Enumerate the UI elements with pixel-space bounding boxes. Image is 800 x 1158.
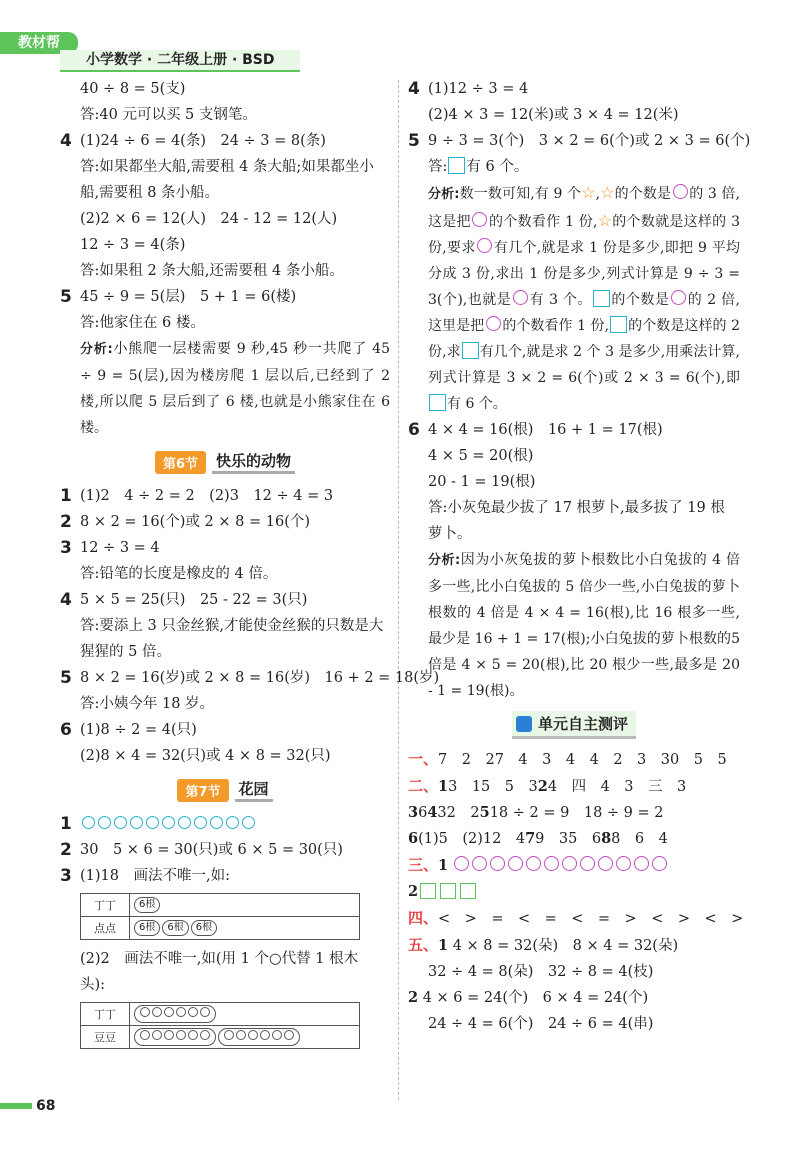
circle-icon — [671, 290, 686, 305]
section-tag: 第6节 — [155, 451, 206, 474]
answer-line: 答:如果都坐大船,需要租 4 条大船;如果都坐小 — [80, 159, 374, 175]
answer-line: 4 × 5 = 20(根) — [428, 448, 534, 464]
row-label: 丁丁 — [81, 1003, 130, 1026]
answer-line: (2)2 画法不唯一,如(用 1 个○代替 1 根木 — [80, 951, 359, 967]
answer-line: 答:小姨今年 18 岁。 — [80, 696, 215, 712]
square-icon — [462, 342, 479, 359]
part-5-q2: 2 4 × 6 = 24(个) 6 × 4 = 24(个) — [408, 989, 649, 1006]
circle-row — [80, 816, 256, 832]
answer-line: 24 ÷ 4 = 6(个) 24 ÷ 6 = 4(串) — [428, 1016, 654, 1032]
answer-line: 40 ÷ 8 = 5(支) — [80, 81, 186, 97]
page-number: 68 — [0, 1098, 55, 1114]
section-6-heading — [60, 445, 390, 479]
part-1: 一、7 2 27 4 3 4 4 2 3 30 5 5 — [408, 750, 727, 768]
question-3: 3 (1)18 画法不唯一,如: — [60, 866, 230, 886]
answer-line: 答: 有 6 个。 — [428, 159, 529, 175]
oval: 6根 — [134, 897, 160, 913]
question-5: 5 9 ÷ 3 = 3(个) 3 × 2 = 6(个)或 2 × 3 = 6(个) — [408, 131, 751, 151]
question-4: 4 5 × 5 = 25(只) 25 - 22 = 3(只) — [60, 590, 308, 610]
answer-line: 头): — [80, 977, 106, 993]
header-underline — [60, 70, 300, 72]
question-6: 6 (1)8 ÷ 2 = 4(只) — [60, 720, 197, 740]
question-2: 2 30 5 × 6 = 30(只)或 6 × 5 = 30(只) — [60, 840, 343, 860]
circle-icon — [477, 238, 492, 253]
circle-icon — [673, 184, 688, 199]
circle-icon — [472, 212, 487, 227]
question-5: 5 45 ÷ 9 = 5(层) 5 + 1 = 6(楼) — [60, 284, 390, 310]
analysis-paragraph: 分析:因为小灰兔拔的萝卜根数比小白兔拔的 4 倍多一些,比小白兔拔的 5 倍少一些,小白兔拔的萝卜根数的 4 倍是 4 × 4 = 16(根),比 16 根多一些,最少是 16 + 1 = 17(根);小白兔拔的萝卜根数的5 倍是 4 × 5 = 20(根),比 20 根少一些,最多是 20 - 1 = 19(根)。 — [428, 552, 740, 699]
answer-line: 答:40 元可以买 5 支钢笔。 — [80, 107, 257, 123]
answer-line: (2)2 × 6 = 12(人) 24 - 12 = 12(人) — [80, 211, 338, 227]
circle-icon — [486, 316, 501, 331]
question-3: 3 12 ÷ 3 = 4 — [60, 538, 160, 558]
section-title: 花园 — [235, 778, 273, 802]
question-1: 1 — [60, 811, 390, 837]
star-icon: ☆ — [581, 183, 596, 202]
answer-line: 20 - 1 = 19(根) — [428, 474, 536, 490]
question-number: 4 — [60, 131, 72, 151]
question-1: 1 (1)2 4 ÷ 2 = 2 (2)3 12 ÷ 4 = 3 — [60, 486, 334, 506]
question-6: 6 4 × 4 = 16(根) 16 + 1 = 17(根) — [408, 420, 663, 440]
answer-line: 答:他家住在 6 楼。 — [80, 315, 205, 331]
question-2: 2 8 × 2 = 16(个)或 2 × 8 = 16(个) — [60, 512, 311, 532]
part-3: 三、1 — [408, 852, 740, 879]
section-title: 快乐的动物 — [212, 450, 295, 474]
question-5: 5 8 × 2 = 16(岁)或 2 × 8 = 16(岁) 16 + 2 = 18(岁) — [60, 668, 440, 688]
answer-line: 萝卜。 — [428, 526, 472, 542]
answer-line: 12 ÷ 3 = 4(条) — [80, 237, 186, 253]
drawing-table-2 — [80, 1002, 360, 1049]
part-2-line: 36432 2518 ÷ 2 = 9 18 ÷ 9 = 2 — [408, 804, 664, 821]
square-icon — [448, 157, 465, 174]
part-5: 五、1 4 × 8 = 32(朵) 8 × 4 = 32(朵) — [408, 936, 679, 954]
part-3-q2: 2 — [408, 879, 740, 905]
answer-line: 32 ÷ 4 = 8(朵) 32 ÷ 8 = 4(枝) — [428, 964, 654, 980]
analysis-paragraph: 分析:数一数可知,有 9 个☆,☆的个数是 的 3 倍,这是把 的个数看作 1 份,☆的个数就是这样的 3 份,要求 有几个,就是求 1 份是多少,即把 9 平均分成 3 份,求出 1 份是多少,列式计算是 9 ÷ 3 = 3(个),也就是 有 3 个。 的个数是 的 2 倍,这里是把 的个数看作 1 份, 的个数是这样的 2 份,求 有几个,就是求 2 个 3 是多少,用乘法计算,列式计算是 3 × 2 = 6(个)或 2 × 3 = 6(个),即有 6 个。 — [428, 183, 741, 412]
circle-row — [453, 858, 669, 874]
answer-line: 答:如果租 2 条大船,还需要租 4 条小船。 — [80, 263, 344, 279]
answer-line: 猩猩的 5 倍。 — [80, 644, 171, 660]
column-divider — [398, 80, 399, 1100]
circle-icon — [513, 290, 528, 305]
page-header-title: 小学数学 · 二年级上册 · BSD — [60, 50, 300, 70]
book-tag: 教材帮 — [0, 32, 78, 54]
part-2-line: 6(1)5 (2)12 479 35 688 6 4 — [408, 830, 668, 847]
square-icon — [429, 394, 446, 411]
answer-line: 答:小灰兔最少拔了 17 根萝卜,最多拔了 19 根 — [428, 500, 725, 516]
answer-line: 船,需要租 8 条小船。 — [80, 185, 220, 201]
right-column — [408, 76, 751, 1037]
section-tag: 第7节 — [177, 779, 228, 802]
part-4: 四、< > = < = < = > < > < > — [408, 909, 744, 927]
square-icon — [610, 316, 627, 333]
analysis-paragraph: 分析:小熊爬一层楼需要 9 秒,45 秒一共爬了 45 ÷ 9 = 5(层),因为楼房爬 1 层以后,已经到了 2 楼,所以爬 5 层后到了 6 楼,也就是小熊家住在 6 楼。 — [80, 341, 390, 436]
unit-title: 单元自主测评 — [537, 715, 628, 733]
square-icon — [593, 290, 610, 307]
answer-line: 答:铅笔的长度是橡皮的 4 倍。 — [80, 566, 278, 582]
answer-line: (2)4 × 3 = 12(米)或 3 × 4 = 12(米) — [428, 107, 679, 123]
drawing-table-1: 丁丁 6根 点点 6根 6根 6根 — [80, 893, 360, 940]
question-number: 5 — [60, 287, 72, 307]
answer-line: 答:要添上 3 只金丝猴,才能使金丝猴的只数是大 — [80, 618, 384, 634]
row-label: 点点 — [81, 917, 130, 940]
star-icon: ☆ — [600, 183, 615, 202]
unit-test-heading — [408, 708, 740, 742]
chart-icon — [516, 716, 532, 732]
part-2: 二、13 15 5 324 四 4 3 三 3 — [408, 777, 687, 795]
row-label: 豆豆 — [81, 1026, 130, 1049]
question-4: 4 (1)12 ÷ 3 = 4 — [408, 79, 529, 99]
answer-line: (2)8 × 4 = 32(只)或 4 × 8 = 32(只) — [80, 748, 331, 764]
section-7-heading — [60, 773, 390, 807]
row-label: 丁丁 — [81, 894, 130, 917]
star-icon: ☆ — [597, 211, 613, 230]
question-4: 4 (1)24 ÷ 6 = 4(条) 24 ÷ 3 = 8(条) — [60, 128, 390, 154]
